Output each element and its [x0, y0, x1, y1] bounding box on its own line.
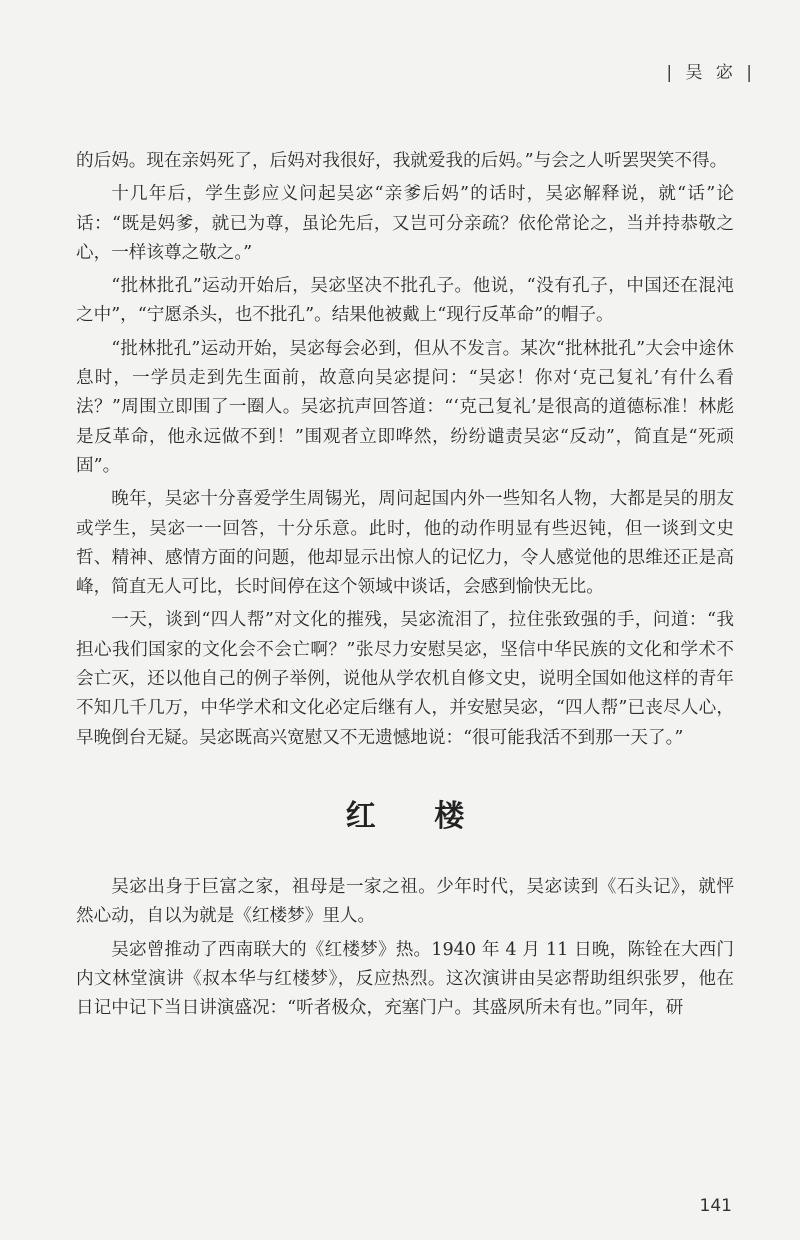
paragraph: 吴宓出身于巨富之家，祖母是一家之祖。少年时代，吴宓读到《石头记》，就怦然心动，自以为就是《红楼梦》里人。 [76, 876, 734, 927]
paragraph: 一天，谈到“四人帮”对文化的摧残，吴宓流泪了，拉住张致强的手，问道：“我担心我们国家的文化会不会亡啊？”张尽力安慰吴宓，坚信中华民族的文化和学术不会亡灭，还以他自己的例子举例，说他从学农机自修文史，说明全国如他这样的青年不知几千几万，中华学术和文化必定后继有人，并安慰吴宓，“四人帮”已丧尽人心，早晚倒台无疑。吴宓既高兴宽慰又不无遗憾地说：“很可能我活不到那一天了。” [76, 610, 734, 748]
paragraph: “批林批孔”运动开始后，吴宓坚决不批孔子。他说，“没有孔子，中国还在混沌之中”，“宁愿杀头，也不批孔”。结果他被戴上“现行反革命”的帽子。 [76, 276, 734, 326]
running-header: | 吴 宓 | [666, 63, 756, 83]
section-title: 红 楼 [345, 798, 489, 834]
paragraph: “批林批孔”运动开始，吴宓每会必到，但从不发言。某次“批林批孔”大会中途休息时，一学员走到先生面前，故意向吴宓提问：“吴宓！你对‘克己复礼’有什么看法？”周围立即围了一圈人。吴宓抗声回答道：“‘克己复礼’是很高的道德标准！林彪是反革命，他永远做不到！”围观者立即哗然，纷纷谴责吴宓“反动”，简直是“死顽固”。 [76, 338, 734, 476]
paragraph: 晚年，吴宓十分喜爱学生周锡光，周问起国内外一些知名人物，大都是吴的朋友或学生，吴宓一一回答，十分乐意。此时，他的动作明显有些迟钝，但一谈到文史哲、精神、感情方面的问题，他却显示出惊人的记忆力，令人感觉他的思维还正是高峰，简直无人可比，长时间停在这个领域中谈话，会感到愉快无比。 [76, 489, 734, 598]
paragraph: 吴宓曾推动了西南联大的《红楼梦》热。1940 年 4 月 11 日晚，陈铨在大西门内文林堂演讲《叔本华与红楼梦》，反应热烈。这次演讲由吴宓帮助组织张罗，他在日记中记下当日讲演盛况：“听者极众，充塞门户。其盛夙所未有也。”同年，研 [76, 939, 734, 1019]
page-number: 141 [699, 1196, 732, 1216]
page-body [76, 147, 734, 1023]
paragraph: 十几年后，学生彭应义问起吴宓“亲爹后妈”的话时，吴宓解释说，就“话”论话：“既是妈爹，就已为尊，虽论先后，又岂可分亲疏？依伦常论之，当并持恭敬之心，一样该尊之敬之。” [76, 184, 734, 263]
paragraph: 的后妈。现在亲妈死了，后妈对我很好，我就爱我的后妈。”与会之人听罢哭笑不得。 [76, 151, 728, 171]
